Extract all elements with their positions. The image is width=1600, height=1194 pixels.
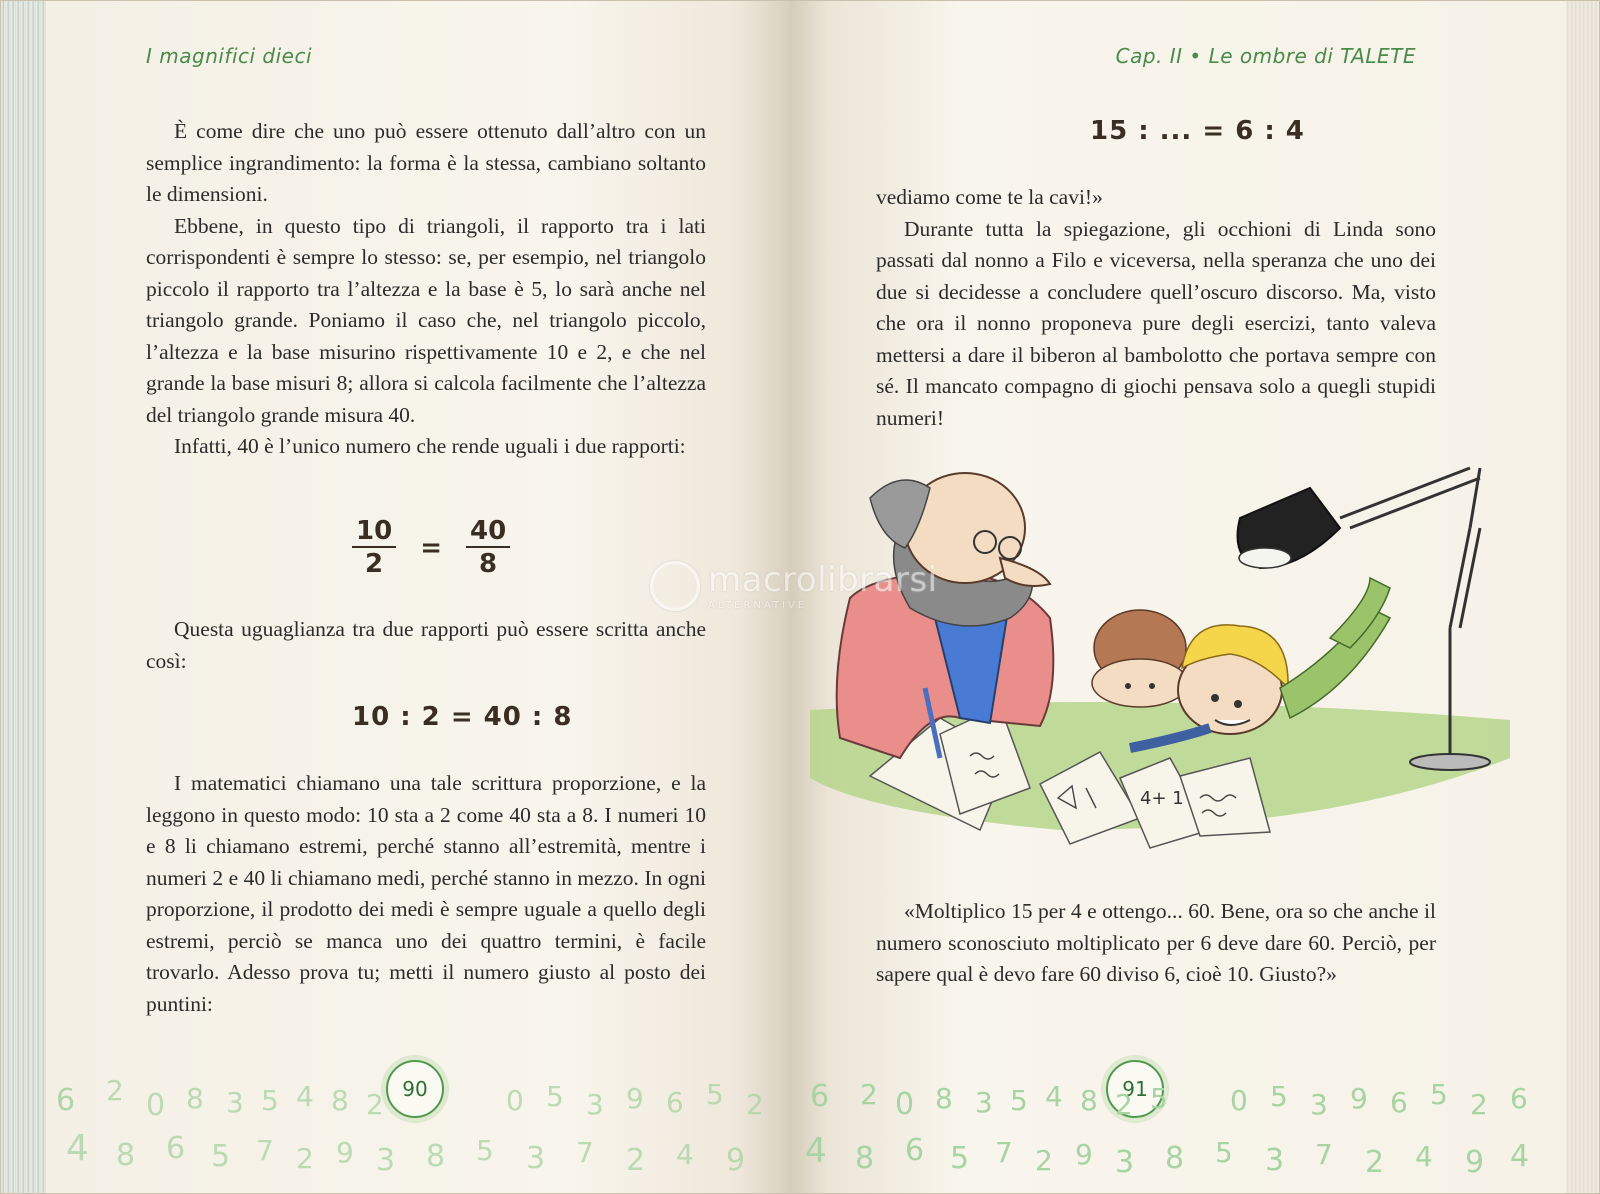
svg-text:2: 2 (106, 1074, 124, 1107)
watermark-subtext: ALTERNATIVE (708, 600, 808, 611)
page-edges-left (0, 0, 46, 1194)
svg-text:8: 8 (935, 1082, 953, 1115)
paragraph: «Moltiplico 15 per 4 e ottengo... 60. Bene, ora so che anche il numero sconosciuto moltiplicato per 6 deve dare 60. Perciò, per sapere qual è devo fare 60 diviso 6, cioè 10. Giusto?» (876, 899, 1436, 986)
svg-text:0: 0 (1230, 1084, 1248, 1117)
paragraph: Ebbene, in questo tipo di triangoli, il rapporto tra i lati corrispondenti è sempre lo stesso: se, per esempio, nel triangolo piccolo il rapporto tra l’altezza e la base è 5, lo sarà anche nel triangolo grande. Poniamo il caso che, nel triangolo piccolo, l’altezza e la base misurino rispettivamente 10 e 2, e che nel grande la base misuri 8; allora si calcola facilmente che l’altezza del triangolo grande misura 40. (146, 213, 706, 427)
right-text-block-1 (876, 182, 1436, 434)
svg-text:8: 8 (855, 1141, 875, 1176)
paragraph: È come dire che uno può essere ottenuto dall’altro con un semplice ingrandimento: la forma è la stessa, cambiano soltanto le dimensioni. (146, 119, 706, 206)
svg-text:4: 4 (1415, 1140, 1433, 1173)
svg-text:5: 5 (706, 1078, 724, 1111)
watermark (650, 560, 938, 611)
fraction-left (352, 516, 396, 580)
left-text-block-3 (146, 768, 706, 1020)
svg-text:3: 3 (526, 1141, 546, 1176)
right-text-block-2 (876, 896, 1436, 991)
svg-text:8: 8 (116, 1138, 136, 1173)
svg-text:3: 3 (1265, 1143, 1285, 1178)
svg-text:5: 5 (261, 1084, 279, 1117)
svg-text:0: 0 (895, 1087, 915, 1122)
svg-text:9: 9 (1465, 1145, 1485, 1180)
paragraph: Infatti, 40 è l’unico numero che rende uguali i due rapporti: (174, 434, 686, 458)
svg-text:3: 3 (975, 1086, 993, 1119)
svg-text:9: 9 (336, 1136, 354, 1169)
numerator: 10 (352, 516, 396, 548)
svg-text:8: 8 (1080, 1084, 1098, 1117)
svg-text:5: 5 (211, 1139, 231, 1174)
svg-text:2: 2 (1470, 1088, 1488, 1121)
svg-text:6: 6 (56, 1083, 76, 1118)
page-edges-right (1566, 0, 1600, 1194)
svg-text:2: 2 (860, 1078, 878, 1111)
svg-text:9: 9 (726, 1143, 746, 1178)
svg-text:3: 3 (226, 1086, 244, 1119)
svg-text:4: 4 (66, 1128, 89, 1169)
svg-text:2: 2 (1115, 1088, 1133, 1121)
svg-text:5: 5 (476, 1134, 494, 1167)
svg-text:8: 8 (1165, 1141, 1185, 1176)
svg-text:8: 8 (426, 1139, 446, 1174)
svg-text:3: 3 (1115, 1145, 1135, 1180)
svg-text:5: 5 (1150, 1082, 1168, 1115)
exercise-formula: 15 : ... = 6 : 4 (1090, 116, 1305, 146)
page-number-right: 91 (1106, 1060, 1164, 1118)
page-number-left: 90 (386, 1060, 444, 1118)
svg-text:5: 5 (1430, 1078, 1448, 1111)
svg-text:2: 2 (366, 1088, 384, 1121)
svg-text:9: 9 (1350, 1082, 1368, 1115)
svg-text:4: 4 (296, 1080, 314, 1113)
svg-text:0: 0 (146, 1088, 166, 1123)
paper-text: 4+ 1 (1140, 788, 1184, 809)
svg-text:3: 3 (1310, 1088, 1328, 1121)
running-head-right: Cap. II • Le ombre di TALETE (1115, 44, 1416, 68)
paragraph: Questa uguaglianza tra due rapporti può essere scritta anche così: (146, 617, 706, 673)
svg-text:6: 6 (166, 1131, 186, 1166)
paragraph: I matematici chiamano una tale scrittura proporzione, e la leggono in questo modo: 10 sta a 2 come 40 sta a 8. I numeri 10 e 8 li chiamano estremi, perché stanno all’estremità, mentre i numeri 2 e 40 li chiamano medi, perché stanno in mezzo. In ogni proporzione, il prodotto dei medi è sempre uguale a quello degli estremi, perciò se manca uno dei quattro termini, è facile trovarlo. Adesso prova tu; metti il numero giusto al posto dei puntini: (146, 771, 706, 1016)
left-text-block-1 (146, 116, 706, 463)
watermark-logo-icon (650, 561, 700, 611)
svg-text:3: 3 (376, 1143, 396, 1178)
svg-text:0: 0 (506, 1084, 524, 1117)
grandpa-children-illustration (810, 458, 1550, 858)
left-text-block-2 (146, 614, 706, 677)
svg-text:5: 5 (950, 1141, 970, 1176)
running-head-left: I magnifici dieci (146, 44, 313, 68)
svg-text:5: 5 (1010, 1084, 1028, 1117)
numerator: 40 (466, 516, 510, 548)
equals-sign: = (420, 533, 442, 563)
svg-text:9: 9 (1075, 1138, 1093, 1171)
svg-text:7: 7 (576, 1136, 594, 1169)
svg-text:6: 6 (810, 1079, 830, 1114)
svg-text:2: 2 (1365, 1145, 1385, 1180)
watermark-text: macrolibrarsi (708, 560, 938, 600)
proportion-formula: 10 : 2 = 40 : 8 (352, 702, 573, 732)
paragraph: Durante tutta la spiegazione, gli occhioni di Linda sono passati dal nonno a Filo e viceversa, nella speranza che uno dei due si decidesse a concludere quell’oscuro discorso. Ma, visto che ora il nonno proponeva pure degli esercizi, tanto valeva mettersi a dare il biberon al bambolotto che portava sempre con sé. Il mancato compagno di giochi pensava solo a quegli stupidi numeri! (876, 216, 1436, 430)
svg-text:8: 8 (331, 1084, 349, 1117)
svg-text:3: 3 (586, 1088, 604, 1121)
paragraph: vediamo come te la cavi!» (876, 185, 1103, 209)
denominator: 2 (365, 549, 384, 579)
svg-text:7: 7 (1315, 1138, 1333, 1171)
svg-text:2: 2 (296, 1142, 314, 1175)
svg-text:2: 2 (1035, 1144, 1053, 1177)
svg-text:4: 4 (805, 1131, 827, 1171)
svg-text:4: 4 (1510, 1139, 1530, 1174)
svg-text:4: 4 (676, 1138, 694, 1171)
svg-text:6: 6 (1390, 1086, 1408, 1119)
svg-text:6: 6 (905, 1133, 925, 1168)
denominator: 8 (479, 549, 498, 579)
svg-text:5: 5 (546, 1080, 564, 1113)
svg-text:9: 9 (626, 1082, 644, 1115)
svg-text:4: 4 (1045, 1080, 1063, 1113)
svg-text:7: 7 (256, 1134, 274, 1167)
svg-text:5: 5 (1215, 1136, 1233, 1169)
svg-text:6: 6 (1510, 1082, 1528, 1115)
svg-text:2: 2 (626, 1143, 646, 1178)
fraction-equation (352, 516, 510, 580)
fraction-right (466, 516, 510, 580)
svg-text:7: 7 (995, 1136, 1013, 1169)
decorative-digits-right (790, 1070, 1566, 1194)
decorative-digits-left (46, 1070, 790, 1194)
svg-text:2: 2 (746, 1088, 764, 1121)
svg-text:8: 8 (186, 1082, 204, 1115)
svg-text:6: 6 (666, 1086, 684, 1119)
svg-text:5: 5 (1270, 1080, 1288, 1113)
